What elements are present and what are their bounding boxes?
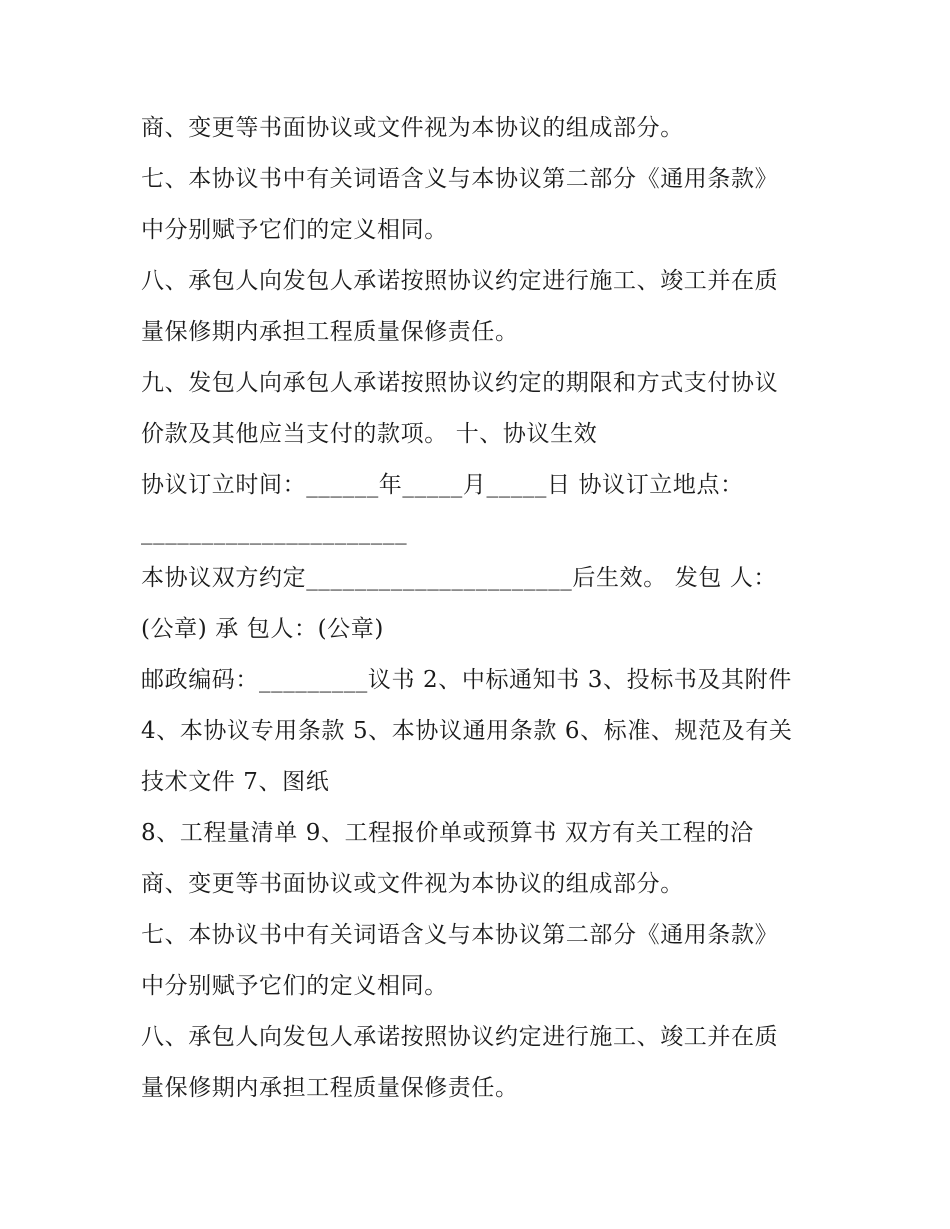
paragraph-line: 中分别赋予它们的定义相同。 xyxy=(141,217,448,243)
paragraph-line: 量保修期内承担工程质量保修责任。 xyxy=(141,1075,519,1101)
paragraph-line: 量保修期内承担工程质量保修责任。 xyxy=(141,319,519,345)
paragraph-line: 4、本协议专用条款 5、本协议通用条款 6、标准、规范及有关 xyxy=(141,718,793,744)
paragraph-line: 中分别赋予它们的定义相同。 xyxy=(141,973,448,999)
paragraph-line: 协议订立时间：______年_____月_____日 协议订立地点： xyxy=(141,472,744,498)
paragraph-line: 邮政编码：_________议书 2、中标通知书 3、投标书及其附件 xyxy=(141,667,792,693)
paragraph-line: 八、承包人向发包人承诺按照协议约定进行施工、竣工并在质 xyxy=(141,268,779,294)
paragraph-line: 七、本协议书中有关词语含义与本协议第二部分《通用条款》 xyxy=(141,166,779,192)
blank-underline-line: ______________________ xyxy=(141,519,408,545)
paragraph-line: 九、发包人向承包人承诺按照协议约定的期限和方式支付协议 xyxy=(141,370,779,396)
paragraph-line: 技术文件 7、图纸 xyxy=(141,769,330,795)
paragraph-line: (公章) 承 包人：(公章) xyxy=(141,616,384,642)
paragraph-line: 八、承包人向发包人承诺按照协议约定进行施工、竣工并在质 xyxy=(141,1024,779,1050)
paragraph-line: 商、变更等书面协议或文件视为本协议的组成部分。 xyxy=(141,115,684,141)
paragraph-line: 价款及其他应当支付的款项。 十、协议生效 xyxy=(141,421,598,447)
paragraph-line: 8、工程量清单 9、工程报价单或预算书 双方有关工程的洽 xyxy=(141,820,754,846)
paragraph-line: 本协议双方约定______________________后生效。 发包 人： xyxy=(141,565,778,591)
paragraph-line: 商、变更等书面协议或文件视为本协议的组成部分。 xyxy=(141,871,684,897)
paragraph-line: 七、本协议书中有关词语含义与本协议第二部分《通用条款》 xyxy=(141,922,779,948)
